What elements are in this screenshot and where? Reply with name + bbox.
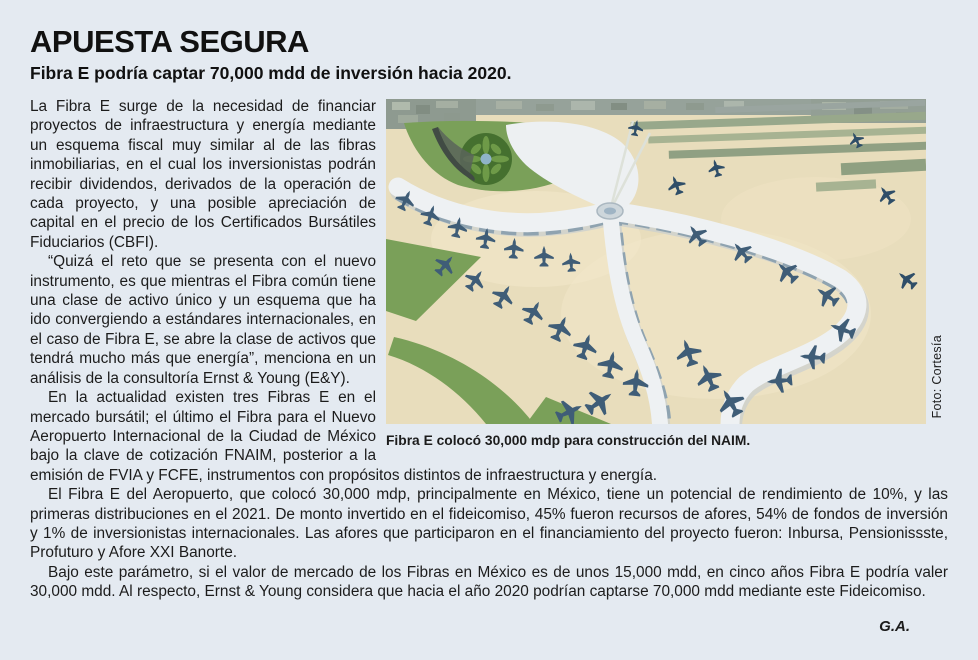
paragraph-3: En la actualidad existen tres Fibras E en el mercado bursátil; el último el Fibra para el Nuevo Aeropuerto Internacional de la Ciudad de México bajo la clave de cotización FNAIM, posterior a la emisión de FVIA y FCFE, instrumentos con propósitos distintos de infraestructura y energía. (30, 389, 658, 484)
article-body (30, 97, 948, 602)
page-title: APUESTA SEGURA (30, 24, 309, 59)
paragraph-4: El Fibra E del Aeropuerto, que colocó 30,000 mdp, principalmente en México, tiene un potencial de rendimiento de 10%, y las primeras distribuciones en el 2021. De monto invertido en el fideicomiso, 45% fueron recursos de afores, 54% de fondos de inversión y 1% de inversionistas internacionales. Las afores que participaron en el financiamiento del proyecto fueron: Inbursa, Pensionissste, Profuturo y Afore XXI Banorte. (30, 486, 948, 562)
author-initials: G.A. (879, 617, 910, 635)
photo-caption: Fibra E colocó 30,000 mdp para construcción del NAIM. (386, 433, 751, 448)
paragraph-1: La Fibra E surge de la necesidad de financiar proyectos de infraestructura y energía mediante un esquema fiscal muy similar al de las fibras inmobiliarias, en el cual los inversionistas podrán recibir dividendos, derivados de la operación de cada proyecto, y una posible apreciación de capital en el precio de los Certificados Bursátiles Fiduciarios (CBFI). (30, 98, 376, 251)
photo-credit: Foto: Cortesía (929, 335, 944, 419)
paragraph-5: Bajo este parámetro, si el valor de mercado de los Fibras en México es de unos 15,000 mdd, en cinco años Fibra E podría valer 30,000 mdd. Al respecto, Ernst & Young considera que hacia el año 2020 podrían captarse 70,000 mdd mediante este Fideicomiso. (30, 563, 948, 601)
airport-aerial-image (386, 99, 926, 424)
paragraph-2: “Quizá el reto que se presenta con el nuevo instrumento, es que mientras el Fibra común tiene una clase de activo único y un esquema que ha ido convergiendo a estándares internacionales, en el caso de Fibra E, se abre la clase de activos que tendrá mucho más que energía”, menciona en un análisis de la consultoría Ernst & Young (E&Y). (30, 253, 376, 387)
photo-figure (386, 99, 948, 450)
page-subtitle: Fibra E podría captar 70,000 mdd de inversión hacia 2020. (30, 63, 512, 83)
